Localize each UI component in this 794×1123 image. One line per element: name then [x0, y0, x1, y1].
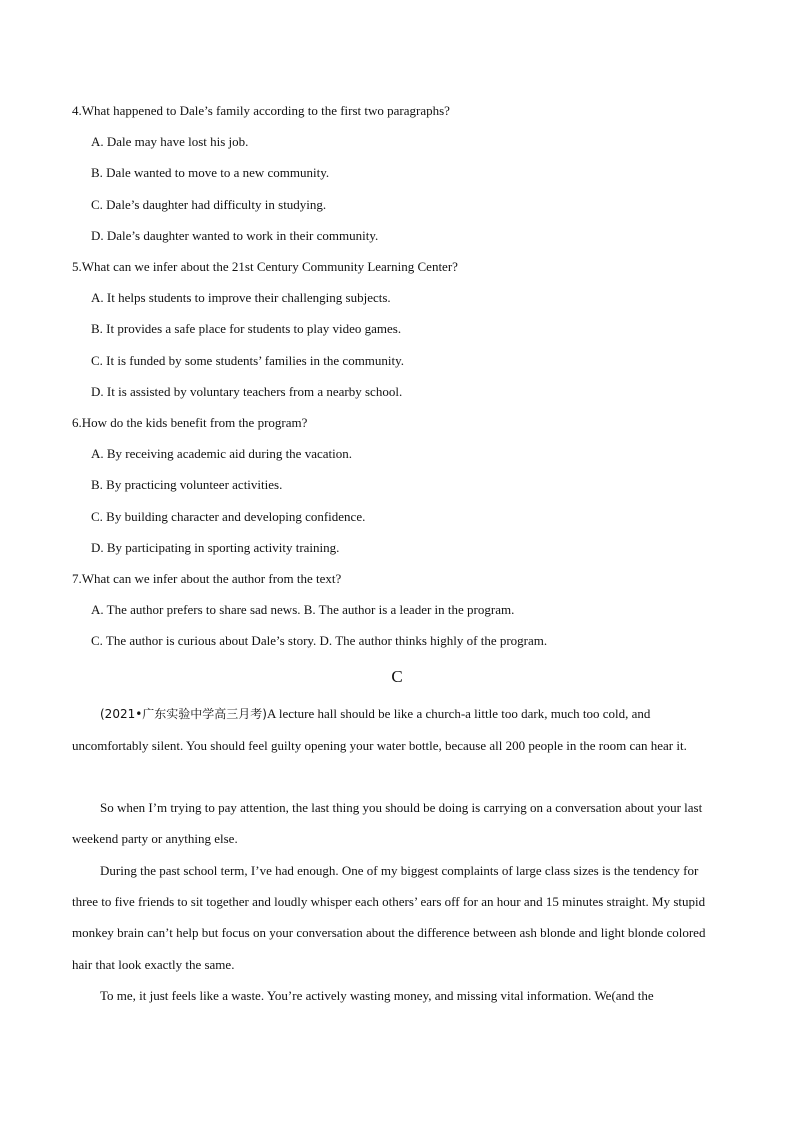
passage-paragraph-3-text: During the past school term, I’ve had enough. One of my biggest complaints of large class sizes is the tendency for three to five friends to sit together and loudly whisper each others’ ears off for an hour and 15 minutes straight. My stupid monkey brain can’t help but focus on your conversation about the difference between ash blonde and light blonde colored hair that look exactly the same.: [72, 863, 706, 972]
passage-paragraph-4-text: To me, it just feels like a waste. You’re actively wasting money, and missing vital information. We(and the: [100, 988, 654, 1003]
passage-paragraph-4: [72, 980, 722, 1011]
question-6-option-d: D. By participating in sporting activity training.: [91, 540, 340, 555]
question-4-option-a: A. Dale may have lost his job.: [91, 134, 249, 149]
question-4-option-d: D. Dale’s daughter wanted to work in their community.: [91, 228, 379, 243]
question-5-stem: 5.What can we infer about the 21st Century Community Learning Center?: [72, 259, 458, 274]
passage-paragraph-2: [72, 792, 722, 854]
question-5-option-d: D. It is assisted by voluntary teachers from a nearby school.: [91, 384, 403, 399]
passage-source: (2021•广东实验中学高三月考): [100, 707, 267, 721]
question-5-option-a: A. It helps students to improve their challenging subjects.: [91, 290, 391, 305]
question-4-option-c: C. Dale’s daughter had difficulty in studying.: [91, 197, 327, 212]
section-title: C: [391, 667, 403, 686]
question-6-option-c: C. By building character and developing confidence.: [91, 509, 366, 524]
question-5-option-b: B. It provides a safe place for students to play video games.: [91, 321, 402, 336]
question-7-stem: 7.What can we infer about the author from the text?: [72, 571, 342, 586]
question-7-options-row-2: C. The author is curious about Dale’s story. D. The author thinks highly of the program.: [91, 633, 548, 648]
question-5-option-c: C. It is funded by some students’ families in the community.: [91, 353, 405, 368]
passage-paragraph-3: [72, 855, 722, 980]
passage-paragraph-2-text: So when I’m trying to pay attention, the last thing you should be doing is carrying on a conversation about your last weekend party or anything else.: [72, 800, 703, 847]
passage-paragraph-1: [72, 698, 722, 761]
question-6-option-a: A. By receiving academic aid during the vacation.: [91, 446, 352, 461]
passage-paragraph-1-text: A lecture hall should be like a church-a little too dark, much too cold, and uncomfortably silent. You should feel guilty opening your water bottle, because all 200 people in the room can hear it.: [72, 706, 687, 754]
question-4-option-b: B. Dale wanted to move to a new community.: [91, 165, 330, 180]
question-6-stem: 6.How do the kids benefit from the program?: [72, 415, 308, 430]
question-6-option-b: B. By practicing volunteer activities.: [91, 477, 283, 492]
question-7-options-row-1: A. The author prefers to share sad news. B. The author is a leader in the program.: [91, 602, 515, 617]
question-4-stem: 4.What happened to Dale’s family according to the first two paragraphs?: [72, 103, 450, 118]
